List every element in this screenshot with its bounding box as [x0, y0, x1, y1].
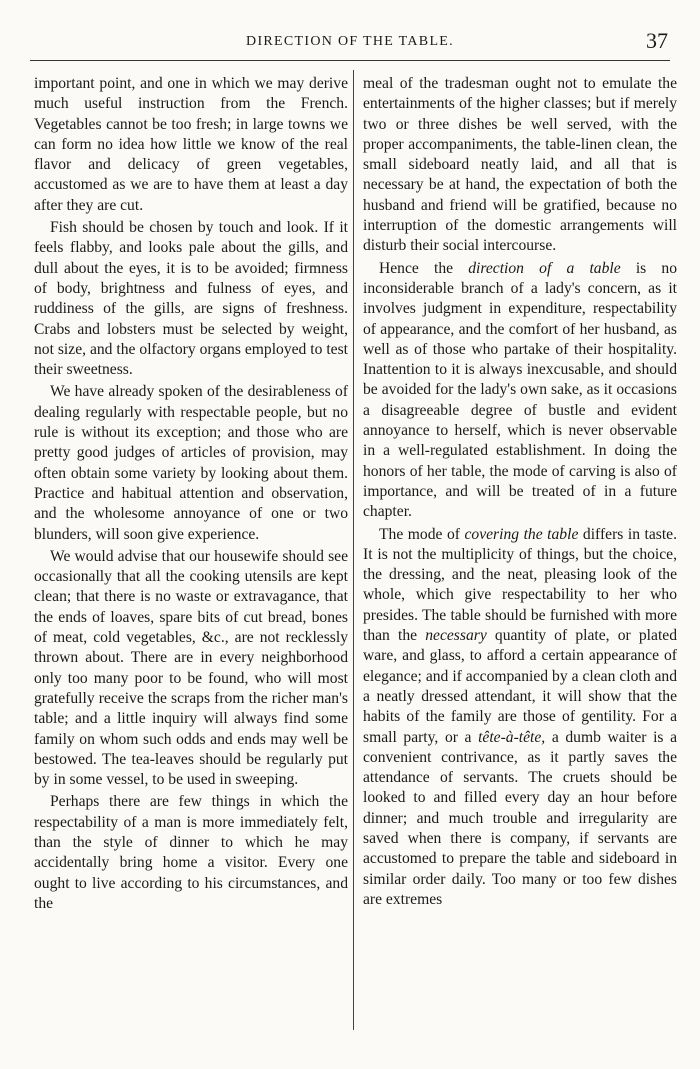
left-column — [34, 74, 348, 914]
paragraph-vegetables: important point, and one in which we may derive much useful instruction from the French. Vegetables cannot be too fresh; in large towns we can form no idea how little we know of the real flavor and delicacy of green vegetables, accustomed as we are to have them at least a day after they are cut. — [34, 75, 348, 214]
paragraph-fish: Fish should be chosen by touch and look. If it feels flabby, and looks pale about the gills, and dull about the eyes, it is to be avoided; firmness of body, brightness and fulness of eyes, and ruddiness of the gills, are signs of freshness. Crabs and lobsters must be selected by weight, not size, and the olfactory organs employed to test their sweetness. — [34, 219, 348, 379]
page-header — [30, 26, 670, 61]
italic-phrase: necessary — [425, 627, 487, 645]
italic-phrase: covering the table — [464, 525, 579, 543]
paragraph-tradesman: meal of the tradesman ought not to emulate the entertainments of the higher classes; but if merely two or three dishes be well served, with the proper accompaniments, the table-linen clean, the small sideboard neatly laid, and all that is necessary be at hand, the expectation of both the husband and friend will be gratified, because no interruption of the domestic arrangements will disturb their social intercourse. — [363, 75, 677, 255]
column-divider — [353, 70, 354, 1030]
paragraph-covering — [363, 525, 677, 911]
paragraph-housewife: We would advise that our housewife should see occasionally that all the cooking utensils are kept clean; that there is no waste or extravagance, that the ends of loaves, spare bits of cut bread, bones of meat, cold vegetables, &c., are not recklessly thrown about. There are in every neighborhood only too many poor to be found, who will most gratefully receive the scraps from the richer man's table; and a little inquiry will always find some family on whom such odds and ends may well be bestowed. The tea-leaves should be regularly put by in some vessel, to be used in sweeping. — [34, 547, 348, 789]
italic-phrase: direction of a table — [468, 259, 621, 277]
text-run: Hence the — [379, 259, 469, 277]
italic-phrase: tête-à-tête, — [478, 728, 546, 746]
text-run: quantity of plate, or plated ware, and glass, to afford a certain appearance of elegance; and if accompanied by a clean cloth and a neatly dressed attendant, it will show that the habits of the family are those of gentility. For a small party, or a — [363, 627, 677, 746]
paragraph-dealing: We have already spoken of the desirableness of dealing regularly with respectable people, but no rule is without its exception; and those who are pretty good judges of articles of provision, may often obtain some variety by looking about them. Practice and habitual attention and observation, and the wholesome annoyance of one or two blunders, will soon give experience. — [34, 383, 348, 543]
text-run: is no inconsiderable branch of a lady's concern, as it involves judgment in expenditure, respectability of appearance, and the comfort of her husband, as well as of those who partake of their hospitality. Inattention to it is always inexcusable, and should be avoided for the lady's own sake, as it occasions a disagreeable degree of bustle and evident annoyance to herself, which is never observable in a well-regulated establishment. In doing the honors of her table, the mode of carving is also of importance, and will be treated of in a future chapter. — [363, 259, 678, 521]
text-run: differs in taste. It is not the multiplicity of things, but the choice, the dressing, and the neat, pleasing look of the whole, which give respectability to her who presides. The table should be furnished with more than the — [363, 525, 678, 645]
page-number: 37 — [646, 28, 668, 53]
right-column — [363, 74, 677, 910]
paragraph-respectability: Perhaps there are few things in which the respectability of a man is more immediately felt, than the style of dinner to which he may accidentally bring home a visitor. Every one ought to live according to his circumstances, and the — [34, 793, 348, 912]
running-title: DIRECTION OF THE TABLE. — [246, 34, 454, 49]
text-run: a dumb waiter is a convenient contrivance, as it partly saves the attendance of servants. The cruets should be looked to and filled every day an hour before dinner; and much trouble and irregularity are saved when there is company, if servants are accustomed to prepare the table and sideboard in similar order daily. Too many or too few dishes are extremes — [363, 728, 678, 908]
paragraph-direction — [363, 259, 677, 523]
text-run: The mode of — [379, 525, 465, 543]
